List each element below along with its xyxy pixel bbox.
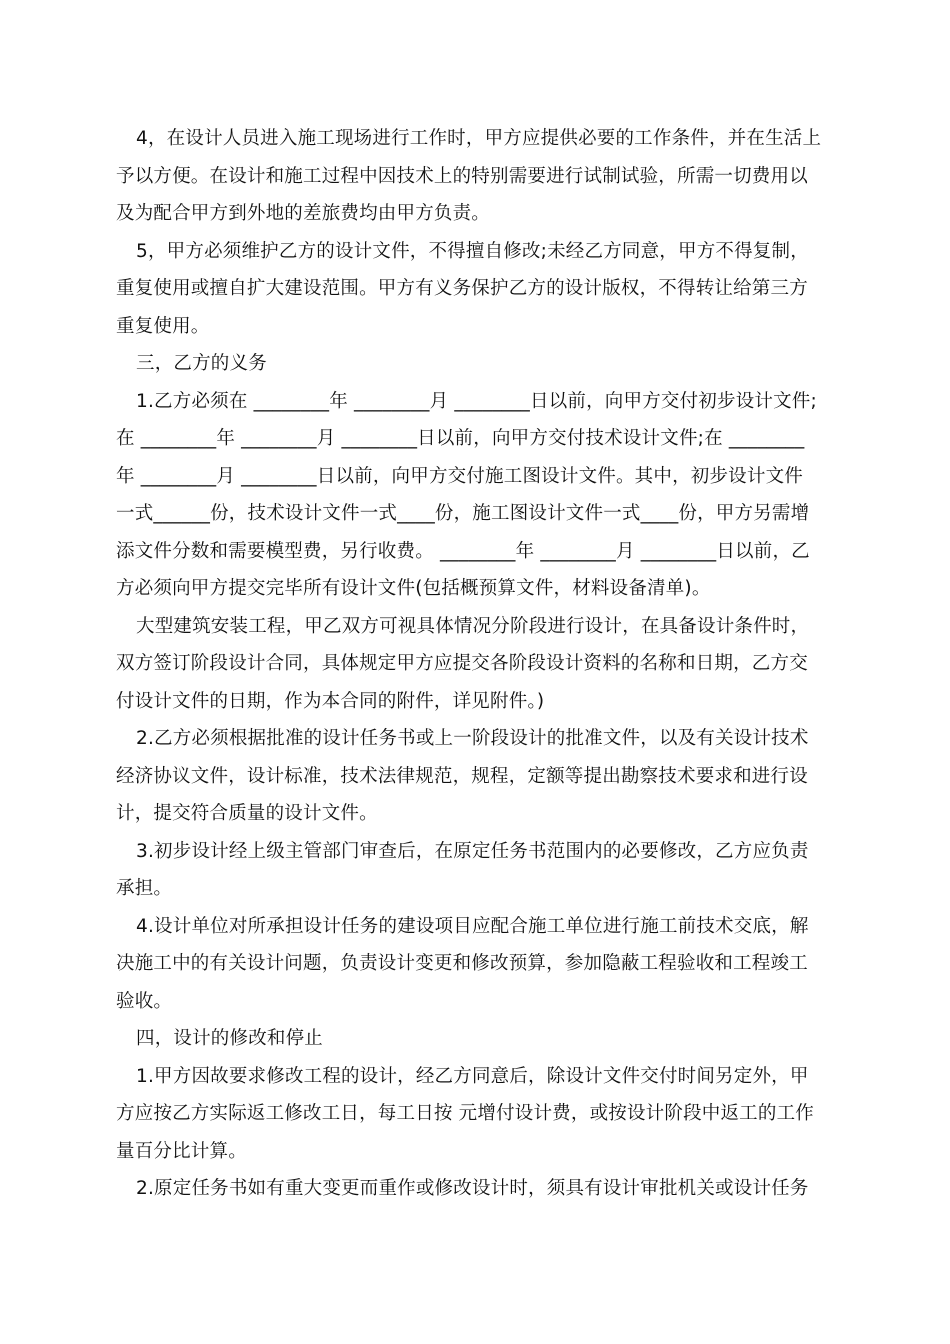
- text-line: 方应按乙方实际返工修改工日，每工日按 元增付设计费，或按设计阶段中返工的工作: [116, 1103, 814, 1124]
- text-line: 5，甲方必须维护乙方的设计文件，不得擅自修改;未经乙方同意，甲方不得复制，: [136, 240, 809, 262]
- text-line: 在 ________年 ________月 ________日以前，向甲方交付技术设计文件;在 ________: [116, 428, 805, 449]
- text-line: 4.设计单位对所承担设计任务的建设项目应配合施工单位进行施工前技术交底，解: [136, 915, 809, 937]
- text-line: 一式______份，技术设计文件一式____份，施工图设计文件一式____份，甲方另需增: [116, 503, 810, 524]
- section-heading: 四，设计的修改和停止: [136, 1028, 324, 1049]
- text-line: 承担。: [116, 878, 173, 899]
- text-line: 添文件分数和需要模型费，另行收费。 ________年 ________月 ________日以前，乙: [116, 540, 810, 562]
- text-line: 1.甲方因故要求修改工程的设计，经乙方同意后，除设计文件交付时间另定外，甲: [136, 1065, 809, 1087]
- text-line: 重复使用或擅自扩大建设范围。甲方有义务保护乙方的设计版权，不得转让给第三方: [116, 278, 808, 299]
- text-line: 3.初步设计经上级主管部门审查后，在原定任务书范围内的必要修改，乙方应负责: [136, 840, 809, 862]
- text-line: 及为配合甲方到外地的差旅费均由甲方负责。: [116, 203, 491, 224]
- text-line: 2.原定任务书如有重大变更而重作或修改设计时，须具有设计审批机关或设计任务: [136, 1178, 809, 1199]
- text-line: 予以方便。在设计和施工过程中因技术上的特别需要进行试制试验，所需一切费用以: [116, 165, 808, 187]
- text-line: 付设计文件的日期，作为本合同的附件，详见附件。): [116, 690, 545, 712]
- text-line: 重复使用。: [116, 315, 210, 337]
- text-line: 双方签订阶段设计合同，具体规定甲方应提交各阶段设计资料的名称和日期，乙方交: [116, 653, 808, 674]
- document-body: [116, 120, 836, 1208]
- text-line: 2.乙方必须根据批准的设计任务书或上一阶段设计的批准文件，以及有关设计技术: [136, 728, 809, 749]
- text-line: 年 ________月 ________日以前，向甲方交付施工图设计文件。其中，初步设计文件: [116, 465, 803, 487]
- text-line: 决施工中的有关设计问题，负责设计变更和修改预算，参加隐蔽工程验收和工程竣工: [116, 953, 808, 974]
- text-line: 大型建筑安装工程，甲乙双方可视具体情况分阶段进行设计，在具备设计条件时，: [136, 615, 810, 637]
- text-line: 验收。: [116, 990, 173, 1012]
- text-line: 方必须向甲方提交完毕所有设计文件(包括概预算文件，材料设备清单)。: [116, 578, 711, 599]
- section-heading: 三，乙方的义务: [136, 353, 267, 374]
- text-line: 计，提交符合质量的设计文件。: [116, 803, 378, 824]
- text-line: 4，在设计人员进入施工现场进行工作时，甲方应提供必要的工作条件，并在生活上: [136, 128, 822, 149]
- text-line: 量百分比计算。: [116, 1140, 247, 1162]
- text-line: 1.乙方必须在 ________年 ________月 ________日以前，向甲方交付初步设计文件;: [136, 390, 817, 412]
- text-line: 经济协议文件，设计标准，技术法律规范，规程，定额等提出勘察技术要求和进行设: [116, 765, 808, 787]
